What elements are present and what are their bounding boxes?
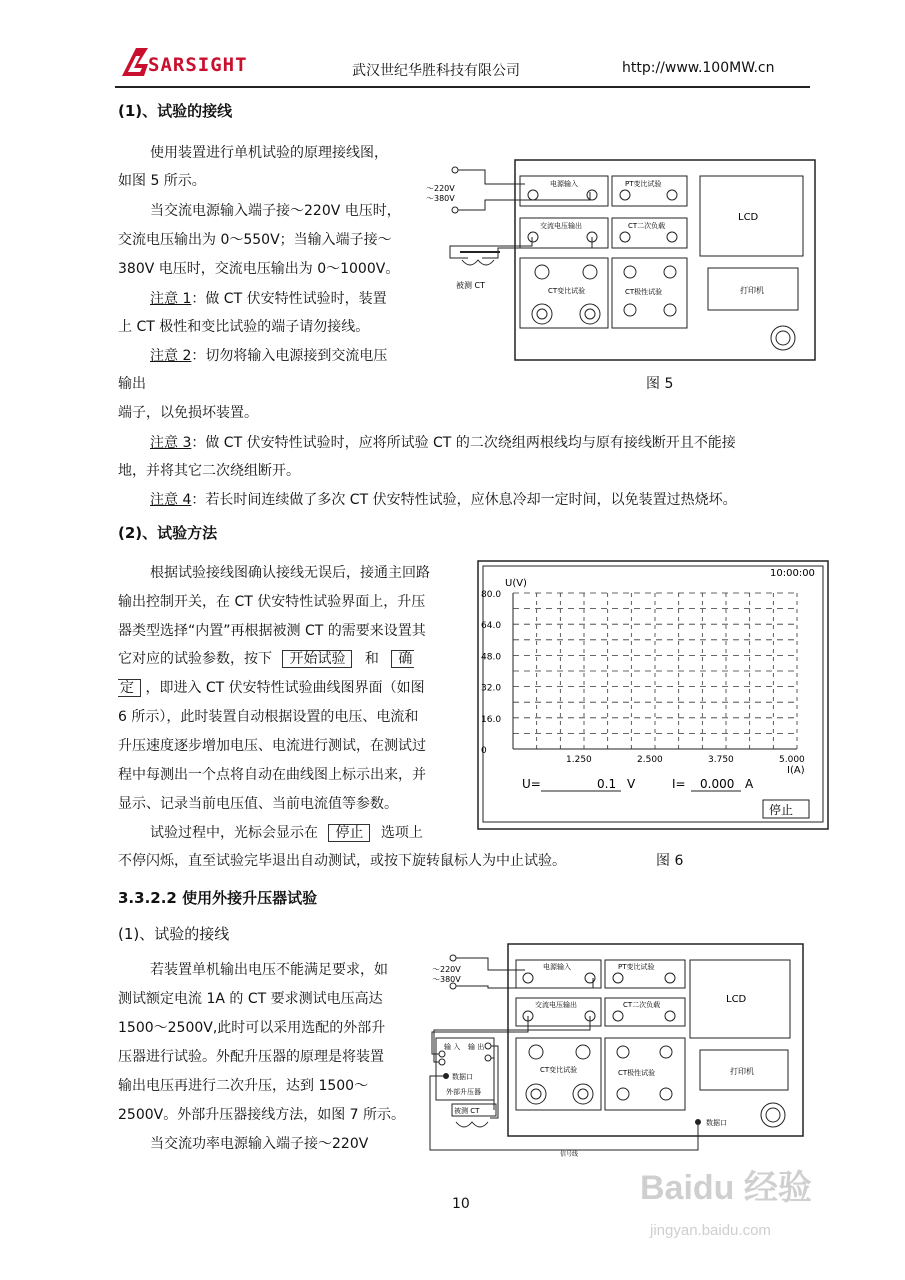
fig6-xtick-label: 5.000 — [779, 755, 805, 765]
fig7-power-in: 电源输入 — [543, 963, 571, 971]
fig7-ext-out: 输 出 — [468, 1043, 485, 1051]
fig7-tested-ct: 被测 CT — [454, 1107, 480, 1115]
s2-l10b: 选项上 — [380, 825, 423, 841]
s2-l4 — [118, 646, 414, 672]
s3-l2: 测试额定电流 1A 的 CT 要求测试电压高达 — [118, 991, 383, 1007]
s1-note3 — [150, 430, 736, 456]
note3-label: 注意 3 — [150, 435, 192, 451]
s1-n3b: 地，并将其它二次绕组断开。 — [118, 463, 300, 479]
s3-l4: 压器进行试验。外配升压器的原理是将装置 — [118, 1049, 384, 1065]
fig6-time: 10:00:00 — [770, 568, 815, 579]
fig5-ac-label: ～220V — [426, 184, 455, 193]
s3-l6: 2500V。外部升压器接线方法，如图 7 所示。 — [118, 1107, 406, 1123]
s2-l6: 6 所示），此时装置自动根据设置的电压、电流和 — [118, 709, 419, 725]
s2-l2: 输出控制开关，在 CT 伏安特性试验界面上，升压 — [118, 594, 426, 610]
s2-l1: 根据试验接线图确认接线无误后，接通主回路 — [150, 565, 430, 581]
fig6-stop-label: 停止 — [769, 803, 794, 817]
s2-l5 — [118, 675, 425, 701]
s2-l3: 器类型选择“内置”再根据被测 CT 的需要来设置其 — [118, 623, 426, 639]
fig6-ytick-label: 64.0 — [481, 621, 502, 632]
s3-l3: 1500～2500V,此时可以采用选配的外部升 — [118, 1020, 386, 1036]
fig6-u-label: U= — [522, 777, 541, 791]
watermark-url: jingyan.baidu.com — [650, 1222, 771, 1239]
fig6-i-label: I= — [672, 777, 686, 791]
s3-l1: 若装置单机输出电压不能满足要求，如 — [150, 962, 388, 978]
fig7-ac-label: ～220V — [432, 965, 461, 974]
stop-button-ref[interactable]: 停止 — [328, 824, 370, 842]
fig5-ac-label2: ～380V — [426, 194, 455, 203]
fig7-signal-line: 信号线 — [560, 1151, 579, 1158]
confirm-button-part2[interactable]: 定 — [118, 679, 141, 697]
s2-l4b: 和 — [364, 651, 379, 667]
fig5-power-in: 电源输入 — [550, 180, 578, 188]
watermark-logo: Baidu 经验 — [640, 1169, 812, 1207]
fig6-i-unit: A — [745, 777, 754, 791]
figure-6-caption: 图 6 — [656, 853, 684, 869]
fig5-ac-out: 交流电压输出 — [540, 222, 582, 230]
fig6-xtick-label: 1.250 — [566, 755, 592, 765]
fig6-u-unit: V — [627, 777, 636, 791]
s1-n2b: 输出 — [118, 376, 146, 392]
fig6-ytick-label: 80.0 — [481, 590, 502, 600]
start-test-button[interactable]: 开始试验 — [282, 650, 352, 668]
note1-text: ：做 CT 伏安特性试验时，装置 — [191, 291, 387, 307]
figure-7-diagram — [428, 942, 813, 1162]
s1-p2c: 380V 电压时，交流电压输出为 0～1000V。 — [118, 261, 400, 277]
fig6-i-value: 0.000 — [700, 777, 735, 791]
note1-label: 注意 1 — [150, 291, 192, 307]
fig7-printer: 打印机 — [730, 1067, 754, 1076]
figure-6-screen — [477, 560, 829, 830]
section3-sub: (1)、试验的接线 — [118, 925, 230, 943]
page-number: 10 — [452, 1196, 470, 1212]
fig7-pt-ratio: PT变比试验 — [618, 963, 655, 971]
s1-note2 — [150, 343, 387, 369]
fig5-printer: 打印机 — [740, 286, 764, 295]
s2-l7: 升压速度逐步增加电压、电流进行测试，在测试过 — [118, 738, 426, 754]
fig6-xtick-label: 2.500 — [637, 755, 663, 765]
fig6-xlabel: I(A) — [787, 765, 805, 776]
fig5-ct-burden: CT二次负载 — [628, 222, 666, 230]
note2-label: 注意 2 — [150, 348, 192, 364]
fig7-data-port: 数据口 — [452, 1073, 473, 1081]
tested-ct-coil — [450, 237, 592, 290]
confirm-button-part1[interactable]: 确 — [391, 650, 414, 668]
s2-l9: 显示、记录当前电压值、当前电流值等参数。 — [118, 796, 398, 812]
note3-text: ：做 CT 伏安特性试验时，应将所试验 CT 的二次绕组两根线均与原有接线断开且不能接 — [191, 435, 736, 451]
section3-title: 3.3.2.2 使用外接升压器试验 — [118, 889, 318, 907]
fig7-ext-in: 输 入 — [444, 1043, 461, 1051]
logo-text: SARSIGHT — [148, 54, 248, 76]
watermark — [640, 1160, 812, 1209]
header-rule — [115, 86, 810, 88]
header-company: 武汉世纪华胜科技有限公司 — [352, 63, 520, 79]
s2-l10a: 试验过程中，光标会显示在 — [150, 825, 318, 841]
fig7-ac-label2: ～380V — [432, 975, 461, 984]
s1-n1b: 上 CT 极性和变比试验的端子请勿接线。 — [118, 319, 370, 335]
s3-l5: 输出电压再进行二次升压，达到 1500～ — [118, 1078, 369, 1094]
s1-p1b: 如图 5 所示。 — [118, 173, 206, 189]
s1-p2b: 交流电压输出为 0～550V；当输入端子接～ — [118, 232, 392, 248]
s1-p2a: 当交流电源输入端子接～220V 电压时， — [150, 203, 401, 219]
s3-l7: 当交流功率电源输入端子接～220V — [150, 1136, 369, 1152]
logo — [118, 44, 248, 84]
fig7-ext-booster: 外部升压器 — [446, 1088, 481, 1096]
s2-l8: 程中每测出一个点将自动在曲线图上标示出来，并 — [118, 767, 426, 783]
note2-text: ：切勿将输入电源接到交流电压 — [191, 348, 388, 364]
s2-l4a: 它对应的试验参数，按下 — [118, 651, 272, 667]
fig7-lcd: LCD — [726, 994, 747, 1005]
s1-n2c: 端子，以免损坏装置。 — [118, 405, 258, 421]
s2-l11: 不停闪烁，直至试验完毕退出自动测试，或按下旋转鼠标人为中止试验。 — [118, 853, 566, 869]
note4-text: ：若长时间连续做了多次 CT 伏安特性试验，应休息冷却一定时间，以免装置过热烧坏。 — [191, 492, 737, 508]
s2-l10 — [150, 820, 423, 846]
fig6-ytick-label: 0 — [481, 746, 487, 756]
fig5-pt-ratio: PT变比试验 — [625, 180, 662, 188]
figure-5-caption: 图 5 — [646, 376, 674, 392]
fig7-ct-burden: CT二次负载 — [623, 1001, 661, 1009]
fig7-ac-out: 交流电压输出 — [535, 1001, 577, 1009]
fig5-tested-ct: 被测 CT — [456, 281, 486, 290]
fig6-xtick-label: 3.750 — [708, 755, 734, 765]
fig7-data-port2: 数据口 — [706, 1119, 727, 1127]
fig5-ct-polarity: CT极性试验 — [625, 288, 663, 296]
fig6-ytick-label: 48.0 — [481, 652, 502, 663]
fig7-ct-ratio: CT变比试验 — [540, 1066, 578, 1074]
fig6-ytick-label: 16.0 — [481, 714, 502, 725]
figure-5-diagram — [420, 148, 820, 373]
section2-title: (2)、试验方法 — [118, 524, 218, 542]
fig6-u-value: 0.1 — [597, 777, 617, 791]
s1-note1 — [150, 286, 387, 312]
fig7-ct-polarity: CT极性试验 — [618, 1069, 656, 1077]
section1-title: (1)、试验的接线 — [118, 102, 233, 120]
fig5-ct-ratio: CT变比试验 — [548, 287, 586, 295]
s2-l5-text: ，即进入 CT 伏安特性试验曲线图界面（如图 — [145, 680, 425, 696]
fig6-ytick-label: 32.0 — [481, 683, 502, 694]
fig6-ylabel: U(V) — [505, 578, 527, 589]
s1-note4 — [150, 487, 737, 513]
note4-label: 注意 4 — [150, 492, 192, 508]
header-url[interactable]: http://www.100MW.cn — [622, 60, 775, 76]
s1-p1a: 使用装置进行单机试验的原理接线图， — [150, 145, 388, 161]
fig5-lcd: LCD — [738, 212, 759, 223]
